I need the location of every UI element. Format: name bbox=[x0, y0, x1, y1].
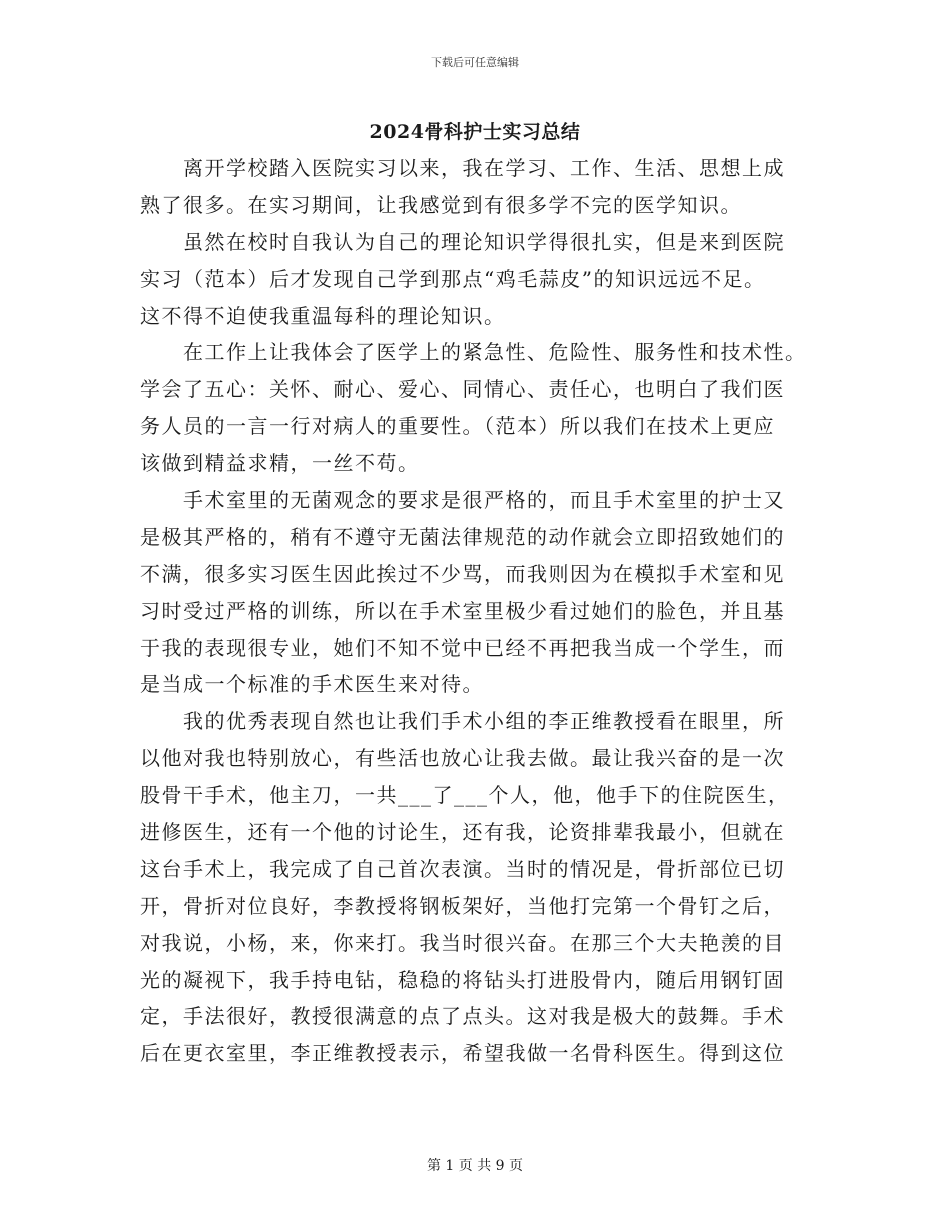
body-line: 定，手法很好，教授很满意的点了点头。这对我是极大的鼓舞。手术 bbox=[140, 1004, 785, 1029]
document-title: 2024骨科护士实习总结 bbox=[369, 121, 581, 143]
body-line: 习时受过严格的训练，所以在手术室里极少看过她们的脸色，并且基 bbox=[140, 598, 785, 623]
body-line: 股骨干手术，他主刀，一共___了___个人，他，他手下的住院医生， bbox=[140, 783, 790, 808]
page-number: 第 1 页 共 9 页 bbox=[426, 1158, 524, 1174]
body-line: 不满，很多实习医生因此挨过不少骂，而我则因为在模拟手术室和见 bbox=[140, 561, 785, 586]
body-line: 学会了五心：关怀、耐心、爱心、同情心、责任心，也明白了我们医 bbox=[140, 377, 785, 402]
body-line: 离开学校踏入医院实习以来，我在学习、工作、生活、思想上成 bbox=[140, 156, 785, 180]
body-line: 是当成一个标准的手术医生来对待。 bbox=[140, 672, 484, 697]
body-line: 这不得不迫使我重温每科的理论知识。 bbox=[140, 303, 506, 328]
body-line: 光的凝视下，我手持电钻，稳稳的将钻头打进股骨内，随后用钢钉固 bbox=[140, 967, 785, 992]
body-line: 这台手术上，我完成了自己首次表演。当时的情况是，骨折部位已切 bbox=[140, 856, 785, 881]
body-line: 对我说，小杨，来，你来打。我当时很兴奋。在那三个大夫艳羡的目 bbox=[140, 930, 785, 955]
document-body bbox=[140, 150, 820, 1072]
body-line: 虽然在校时自我认为自己的理论知识学得很扎实，但是来到医院 bbox=[140, 229, 785, 254]
body-line: 以他对我也特别放心，有些活也放心让我去做。最让我兴奋的是一次 bbox=[140, 746, 785, 771]
body-line: 在工作上让我体会了医学上的紧急性、危险性、服务性和技术性。 bbox=[140, 340, 807, 365]
header-note: 下载后可任意编辑 bbox=[431, 56, 519, 69]
body-line: 该做到精益求精，一丝不苟。 bbox=[140, 451, 420, 476]
body-line: 实习（范本）后才发现自己学到那点“鸡毛蒜皮”的知识远远不足。 bbox=[140, 266, 766, 291]
body-line: 是极其严格的，稍有不遵守无菌法律规范的动作就会立即招致她们的 bbox=[140, 524, 785, 549]
body-line: 手术室里的无菌观念的要求是很严格的，而且手术室里的护士又 bbox=[140, 488, 785, 513]
body-line: 开，骨折对位良好，李教授将钢板架好，当他打完第一个骨钉之后， bbox=[140, 893, 785, 918]
body-line: 熟了很多。在实习期间，让我感觉到有很多学不完的医学知识。 bbox=[140, 192, 742, 217]
body-line: 进修医生，还有一个他的讨论生，还有我，论资排辈我最小，但就在 bbox=[140, 820, 785, 845]
body-line: 于我的表现很专业，她们不知不觉中已经不再把我当成一个学生，而 bbox=[140, 635, 785, 660]
body-line: 后在更衣室里，李正维教授表示，希望我做一名骨科医生。得到这位 bbox=[140, 1041, 785, 1066]
body-line: 我的优秀表现自然也让我们手术小组的李正维教授看在眼里，所 bbox=[140, 709, 785, 734]
body-line: 务人员的一言一行对病人的重要性。（范本）所以我们在技术上更应 bbox=[140, 414, 775, 439]
